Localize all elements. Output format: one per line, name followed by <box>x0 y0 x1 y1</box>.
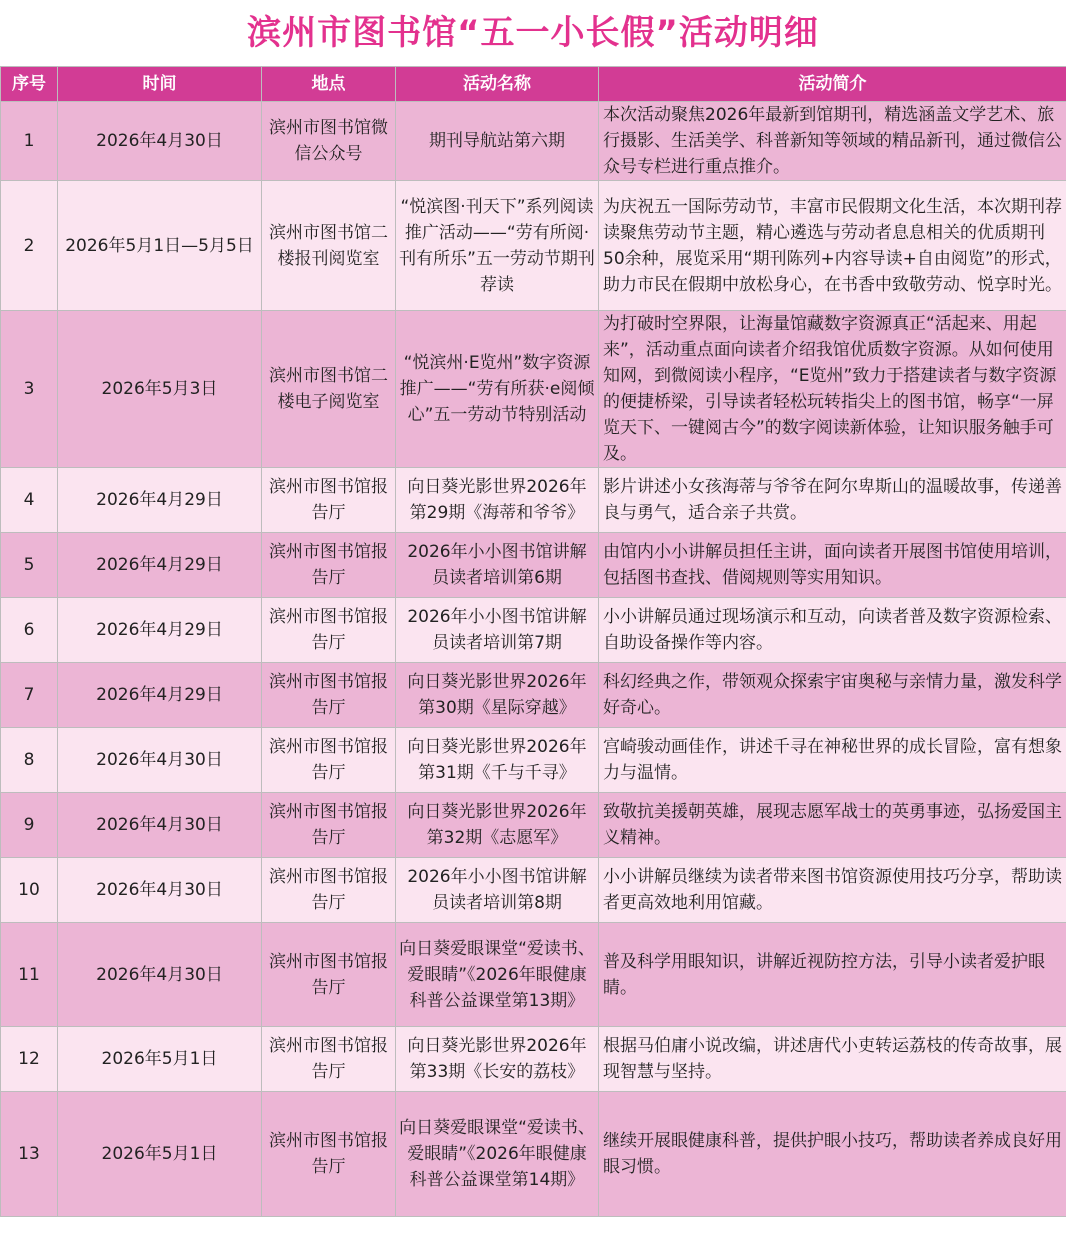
cell-time: 2026年5月1日 <box>58 1092 262 1217</box>
cell-place: 滨州市图书馆报告厅 <box>262 858 396 923</box>
cell-activity-desc: 本次活动聚焦2026年最新到馆期刊，精选涵盖文学艺术、旅行摄影、生活美学、科普新知等领域的精品新刊，通过微信公众号专栏进行重点推介。 <box>599 102 1066 181</box>
table-row <box>1 1092 1066 1217</box>
table-row <box>1 793 1066 858</box>
cell-number: 9 <box>1 793 58 858</box>
cell-place: 滨州市图书馆二楼电子阅览室 <box>262 311 396 468</box>
cell-number: 11 <box>1 923 58 1027</box>
cell-activity-name: 2026年小小图书馆讲解员读者培训第6期 <box>396 533 599 598</box>
cell-place: 滨州市图书馆报告厅 <box>262 663 396 728</box>
cell-activity-name: “悦滨图·刊天下”系列阅读推广活动——“劳有所阅·刊有所乐”五一劳动节期刊荐读 <box>396 181 599 311</box>
cell-time: 2026年4月29日 <box>58 533 262 598</box>
cell-number: 4 <box>1 468 58 533</box>
cell-number: 3 <box>1 311 58 468</box>
cell-number: 1 <box>1 102 58 181</box>
cell-activity-desc: 致敬抗美援朝英雄，展现志愿军战士的英勇事迹，弘扬爱国主义精神。 <box>599 793 1066 858</box>
cell-place: 滨州市图书馆报告厅 <box>262 923 396 1027</box>
table-row <box>1 311 1066 468</box>
table-row <box>1 468 1066 533</box>
cell-activity-name: 向日葵光影世界2026年第33期《长安的荔枝》 <box>396 1027 599 1092</box>
table-row <box>1 663 1066 728</box>
cell-number: 13 <box>1 1092 58 1217</box>
cell-activity-name: 2026年小小图书馆讲解员读者培训第8期 <box>396 858 599 923</box>
table-row <box>1 858 1066 923</box>
cell-time: 2026年4月29日 <box>58 598 262 663</box>
cell-time: 2026年5月3日 <box>58 311 262 468</box>
cell-activity-desc: 宫崎骏动画佳作，讲述千寻在神秘世界的成长冒险，富有想象力与温情。 <box>599 728 1066 793</box>
cell-activity-desc: 为庆祝五一国际劳动节，丰富市民假期文化生活，本次期刊荐读聚焦劳动节主题，精心遴选与劳动者息息相关的优质期刊50余种，展览采用“期刊陈列+内容导读+自由阅览”的形式，助力市民在假期中放松身心，在书香中致敬劳动、悦享时光。 <box>599 181 1066 311</box>
cell-number: 2 <box>1 181 58 311</box>
cell-activity-desc: 普及科学用眼知识，讲解近视防控方法，引导小读者爱护眼睛。 <box>599 923 1066 1027</box>
cell-place: 滨州市图书馆微信公众号 <box>262 102 396 181</box>
page-title: 滨州市图书馆“五一小长假”活动明细 <box>247 13 819 53</box>
cell-time: 2026年4月30日 <box>58 102 262 181</box>
table-row <box>1 598 1066 663</box>
cell-time: 2026年4月30日 <box>58 793 262 858</box>
table-row <box>1 102 1066 181</box>
table-row <box>1 1027 1066 1092</box>
cell-activity-name: 向日葵光影世界2026年第30期《星际穿越》 <box>396 663 599 728</box>
header-activity-name: 活动名称 <box>396 67 599 102</box>
table-row <box>1 181 1066 311</box>
cell-activity-name: 向日葵爱眼课堂“爱读书、爱眼睛”《2026年眼健康科普公益课堂第13期》 <box>396 923 599 1027</box>
cell-place: 滨州市图书馆报告厅 <box>262 533 396 598</box>
cell-place: 滨州市图书馆报告厅 <box>262 728 396 793</box>
cell-place: 滨州市图书馆报告厅 <box>262 793 396 858</box>
table-header-row <box>1 67 1066 102</box>
cell-place: 滨州市图书馆报告厅 <box>262 1092 396 1217</box>
cell-activity-name: 向日葵光影世界2026年第32期《志愿军》 <box>396 793 599 858</box>
cell-time: 2026年4月30日 <box>58 858 262 923</box>
cell-activity-desc: 小小讲解员继续为读者带来图书馆资源使用技巧分享，帮助读者更高效地利用馆藏。 <box>599 858 1066 923</box>
cell-activity-name: 期刊导航站第六期 <box>396 102 599 181</box>
cell-activity-desc: 由馆内小小讲解员担任主讲，面向读者开展图书馆使用培训，包括图书查找、借阅规则等实用知识。 <box>599 533 1066 598</box>
cell-activity-name: 向日葵爱眼课堂“爱读书、爱眼睛”《2026年眼健康科普公益课堂第14期》 <box>396 1092 599 1217</box>
cell-time: 2026年4月29日 <box>58 468 262 533</box>
cell-number: 12 <box>1 1027 58 1092</box>
table-row <box>1 923 1066 1027</box>
cell-number: 5 <box>1 533 58 598</box>
cell-place: 滨州市图书馆报告厅 <box>262 598 396 663</box>
cell-activity-desc: 科幻经典之作，带领观众探索宇宙奥秘与亲情力量，激发科学好奇心。 <box>599 663 1066 728</box>
header-number: 序号 <box>1 67 58 102</box>
activity-table <box>0 66 1066 1217</box>
cell-activity-name: 向日葵光影世界2026年第29期《海蒂和爷爷》 <box>396 468 599 533</box>
cell-activity-name: “悦滨州·E览州”数字资源推广——“劳有所获·e阅倾心”五一劳动节特别活动 <box>396 311 599 468</box>
cell-time: 2026年4月30日 <box>58 923 262 1027</box>
cell-time: 2026年4月30日 <box>58 728 262 793</box>
cell-time: 2026年5月1日 <box>58 1027 262 1092</box>
cell-activity-desc: 小小讲解员通过现场演示和互动，向读者普及数字资源检索、自助设备操作等内容。 <box>599 598 1066 663</box>
cell-number: 10 <box>1 858 58 923</box>
cell-activity-name: 向日葵光影世界2026年第31期《千与千寻》 <box>396 728 599 793</box>
cell-activity-desc: 为打破时空界限，让海量馆藏数字资源真正“活起来、用起来”，活动重点面向读者介绍我馆优质数字资源。从如何使用知网，到微阅读小程序，“E览州”致力于搭建读者与数字资源的便捷桥梁，引导读者轻松玩转指尖上的图书馆，畅享“一屏览天下、一键阅古今”的数字阅读新体验，让知识服务触手可及。 <box>599 311 1066 468</box>
cell-place: 滨州市图书馆二楼报刊阅览室 <box>262 181 396 311</box>
header-place: 地点 <box>262 67 396 102</box>
cell-activity-desc: 根据马伯庸小说改编，讲述唐代小吏转运荔枝的传奇故事，展现智慧与坚持。 <box>599 1027 1066 1092</box>
cell-time: 2026年4月29日 <box>58 663 262 728</box>
header-time: 时间 <box>58 67 262 102</box>
cell-number: 8 <box>1 728 58 793</box>
table-row <box>1 533 1066 598</box>
cell-place: 滨州市图书馆报告厅 <box>262 1027 396 1092</box>
cell-time: 2026年5月1日—5月5日 <box>58 181 262 311</box>
header-activity-desc: 活动简介 <box>599 67 1066 102</box>
table-row <box>1 728 1066 793</box>
cell-activity-desc: 影片讲述小女孩海蒂与爷爷在阿尔卑斯山的温暖故事，传递善良与勇气，适合亲子共赏。 <box>599 468 1066 533</box>
cell-place: 滨州市图书馆报告厅 <box>262 468 396 533</box>
cell-activity-desc: 继续开展眼健康科普，提供护眼小技巧，帮助读者养成良好用眼习惯。 <box>599 1092 1066 1217</box>
cell-activity-name: 2026年小小图书馆讲解员读者培训第7期 <box>396 598 599 663</box>
cell-number: 6 <box>1 598 58 663</box>
cell-number: 7 <box>1 663 58 728</box>
